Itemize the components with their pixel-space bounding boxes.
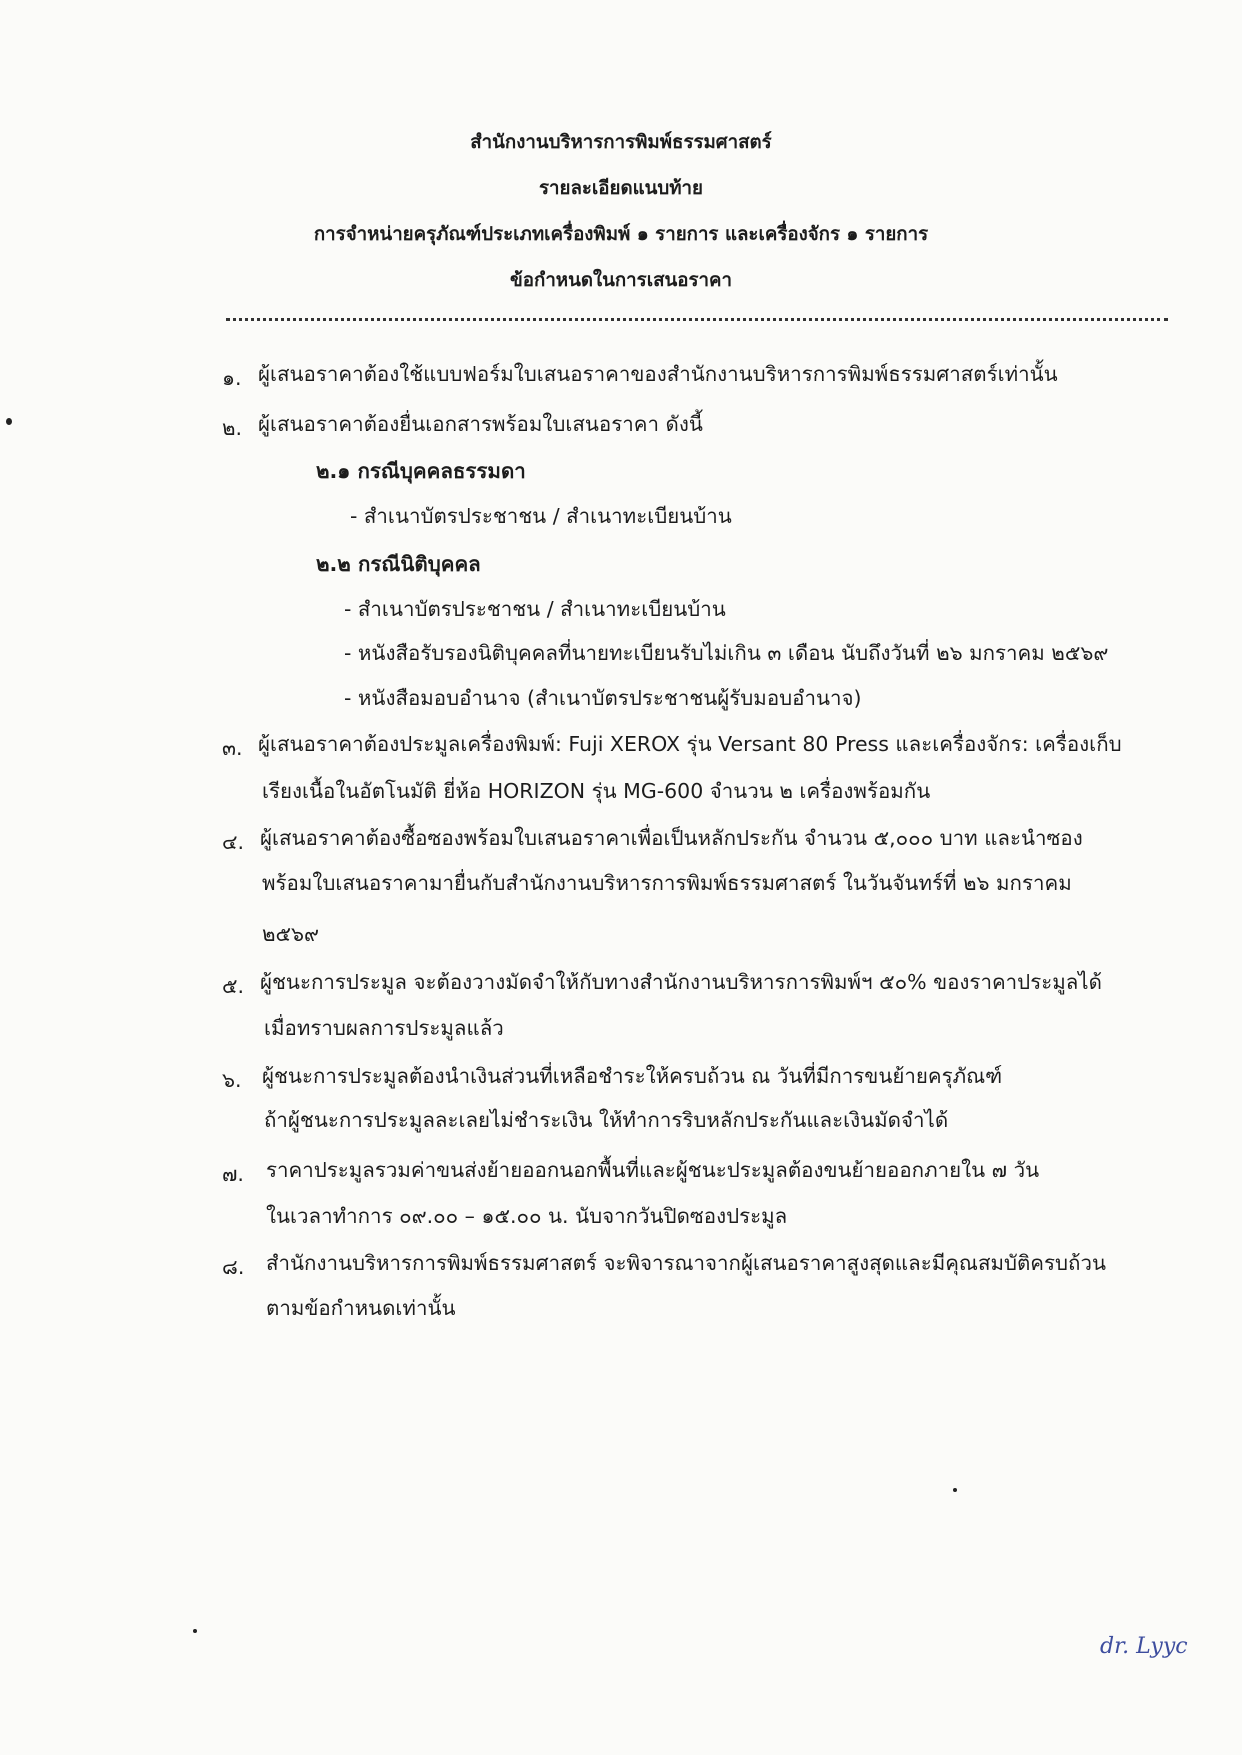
item-4-line-2: พร้อมใบเสนอราคามายื่นกับสำนักงานบริหารการพิมพ์ธรรมศาสตร์ ในวันจันทร์ที่ ๒๖ มกราคม: [262, 871, 1072, 895]
item-4-line-3: ๒๕๖๙: [262, 922, 320, 946]
item-5-line-1: ผู้ชนะการประมูล จะต้องวางมัดจำให้กับทางสำนักงานบริหารการพิมพ์ฯ ๕๐% ของราคาประมูลได้: [260, 970, 1102, 994]
handwritten-signature: dr. Lyyc: [1100, 1634, 1188, 1659]
item-2-text: ผู้เสนอราคาต้องยื่นเอกสารพร้อมใบเสนอราคา ดังนี้: [258, 412, 703, 436]
item-3-line-1: ผู้เสนอราคาต้องประมูลเครื่องพิมพ์: Fuji XEROX รุ่น Versant 80 Press และเครื่องจักร: เครื่องเก็บ: [258, 732, 1122, 756]
item-2-1-title: ๒.๑ กรณีบุคคลธรรมดา: [316, 459, 526, 483]
item-6-line-1: ผู้ชนะการประมูลต้องนำเงินส่วนที่เหลือชำระให้ครบถ้วน ณ วันที่มีการขนย้ายครุภัณฑ์: [262, 1064, 1003, 1088]
item-1-text: ผู้เสนอราคาต้องใช้แบบฟอร์มใบเสนอราคาของสำนักงานบริหารการพิมพ์ธรรมศาสตร์เท่านั้น: [258, 362, 1058, 386]
scan-speck: [193, 1629, 197, 1633]
item-2-2-bullet-2: - หนังสือรับรองนิติบุคคลที่นายทะเบียนรับไม่เกิน ๓ เดือน นับถึงวันที่ ๒๖ มกราคม ๒๕๖๙: [344, 641, 1109, 665]
item-2-2-title: ๒.๒ กรณีนิติบุคคล: [316, 552, 481, 576]
item-2-number: ๒.: [222, 416, 243, 440]
item-8-line-1: สำนักงานบริหารการพิมพ์ธรรมศาสตร์ จะพิจารณาจากผู้เสนอราคาสูงสุดและมีคุณสมบัติครบถ้วน: [266, 1251, 1106, 1275]
item-1-number: ๑.: [222, 366, 242, 390]
item-2-2-bullet-1: - สำเนาบัตรประชาชน / สำเนาทะเบียนบ้าน: [344, 597, 726, 621]
item-7-line-2: ในเวลาทำการ ๐๙.๐๐ – ๑๕.๐๐ น. นับจากวันปิดซองประมูล: [266, 1204, 788, 1228]
item-2-1-bullet-1: - สำเนาบัตรประชาชน / สำเนาทะเบียนบ้าน: [350, 504, 732, 528]
dotted-divider: [226, 318, 1168, 321]
item-5-line-2: เมื่อทราบผลการประมูลแล้ว: [264, 1016, 504, 1040]
sale-description: การจำหน่ายครุภัณฑ์ประเภทเครื่องพิมพ์ ๑ รายการ และเครื่องจักร ๑ รายการ: [313, 224, 929, 245]
item-4-number: ๔.: [222, 830, 245, 854]
item-2-2-bullet-3: - หนังสือมอบอำนาจ (สำเนาบัตรประชาชนผู้รับมอบอำนาจ): [344, 686, 862, 710]
item-8-line-2: ตามข้อกำหนดเท่านั้น: [266, 1296, 456, 1320]
scan-speck: [6, 418, 12, 425]
item-4-line-1: ผู้เสนอราคาต้องซื้อซองพร้อมใบเสนอราคาเพื่อเป็นหลักประกัน จำนวน ๕,๐๐๐ บาท และนำซอง: [260, 826, 1083, 850]
item-7-line-1: ราคาประมูลรวมค่าขนส่งย้ายออกนอกพื้นที่และผู้ชนะประมูลต้องขนย้ายออกภายใน ๗ วัน: [266, 1158, 1040, 1182]
bidding-requirements-title: ข้อกำหนดในการเสนอราคา: [510, 270, 732, 291]
item-8-number: ๘.: [222, 1255, 245, 1279]
item-6-line-2: ถ้าผู้ชนะการประมูลละเลยไม่ชำระเงิน ให้ทำการริบหลักประกันและเงินมัดจำได้: [264, 1108, 949, 1132]
document-header: [0, 120, 1242, 304]
office-name: สำนักงานบริหารการพิมพ์ธรรมศาสตร์: [470, 132, 772, 153]
item-6-number: ๖.: [222, 1068, 242, 1092]
item-3-number: ๓.: [222, 736, 243, 760]
item-5-number: ๕.: [222, 974, 245, 998]
item-7-number: ๗.: [222, 1162, 244, 1186]
item-3-line-2: เรียงเนื้อในอัตโนมัติ ยี่ห้อ HORIZON รุ่น MG-600 จำนวน ๒ เครื่องพร้อมกัน: [262, 779, 931, 803]
attachment-title: รายละเอียดแนบท้าย: [539, 178, 703, 199]
scan-speck: [953, 1488, 957, 1492]
